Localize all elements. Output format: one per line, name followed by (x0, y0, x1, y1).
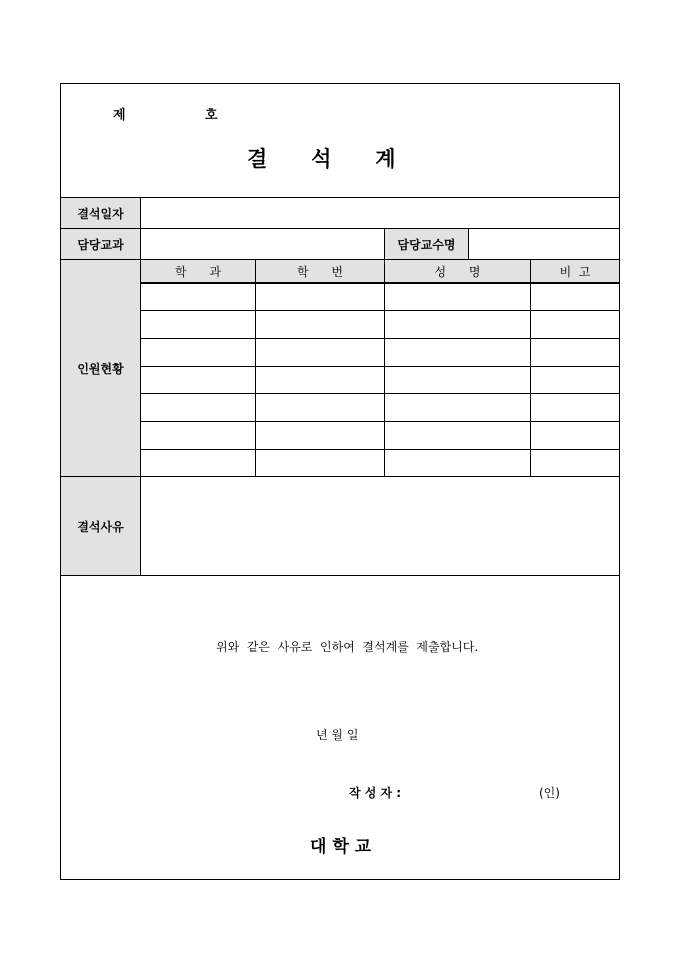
professor-label: 담당교수명 (397, 237, 456, 252)
column-header-department: 학 과 (174, 264, 222, 279)
row-divider (60, 575, 620, 576)
table-row-divider (140, 421, 620, 422)
table-row-divider (140, 310, 620, 311)
column-divider (255, 259, 256, 477)
absence-date-label: 결석일자 (77, 206, 124, 221)
professor-field[interactable] (469, 229, 619, 259)
author-label: 작 성 자 : (349, 786, 402, 800)
table-row-divider (140, 393, 620, 394)
column-header-name: 성 명 (434, 264, 481, 279)
table-row-divider (140, 338, 620, 339)
university-name: 대 학 교 (310, 837, 372, 857)
table-row-divider (140, 366, 620, 367)
seal-label: (인) (539, 786, 560, 800)
column-header-remarks: 비 고 (559, 264, 591, 279)
document-number-suffix: 호 (205, 108, 218, 123)
reason-label: 결석사유 (77, 519, 124, 534)
author-signature-field[interactable] (410, 780, 535, 802)
reason-field[interactable] (141, 477, 619, 575)
subject-field[interactable] (141, 229, 384, 259)
column-divider (384, 259, 385, 477)
absence-date-field[interactable] (141, 198, 619, 228)
document-number-label: 제 (113, 108, 126, 123)
subject-label: 담당교과 (77, 237, 124, 252)
table-row-divider (140, 449, 620, 450)
column-header-student-id: 학 번 (296, 264, 344, 279)
document-title: 결 석 계 (247, 147, 396, 171)
header-divider (140, 282, 620, 284)
submission-statement: 위와 같은 사유로 인하여 결석계를 제출합니다. (216, 640, 479, 654)
column-divider (530, 259, 531, 477)
date-line: 년 월 일 (316, 728, 359, 742)
personnel-label: 인원현황 (77, 361, 124, 376)
